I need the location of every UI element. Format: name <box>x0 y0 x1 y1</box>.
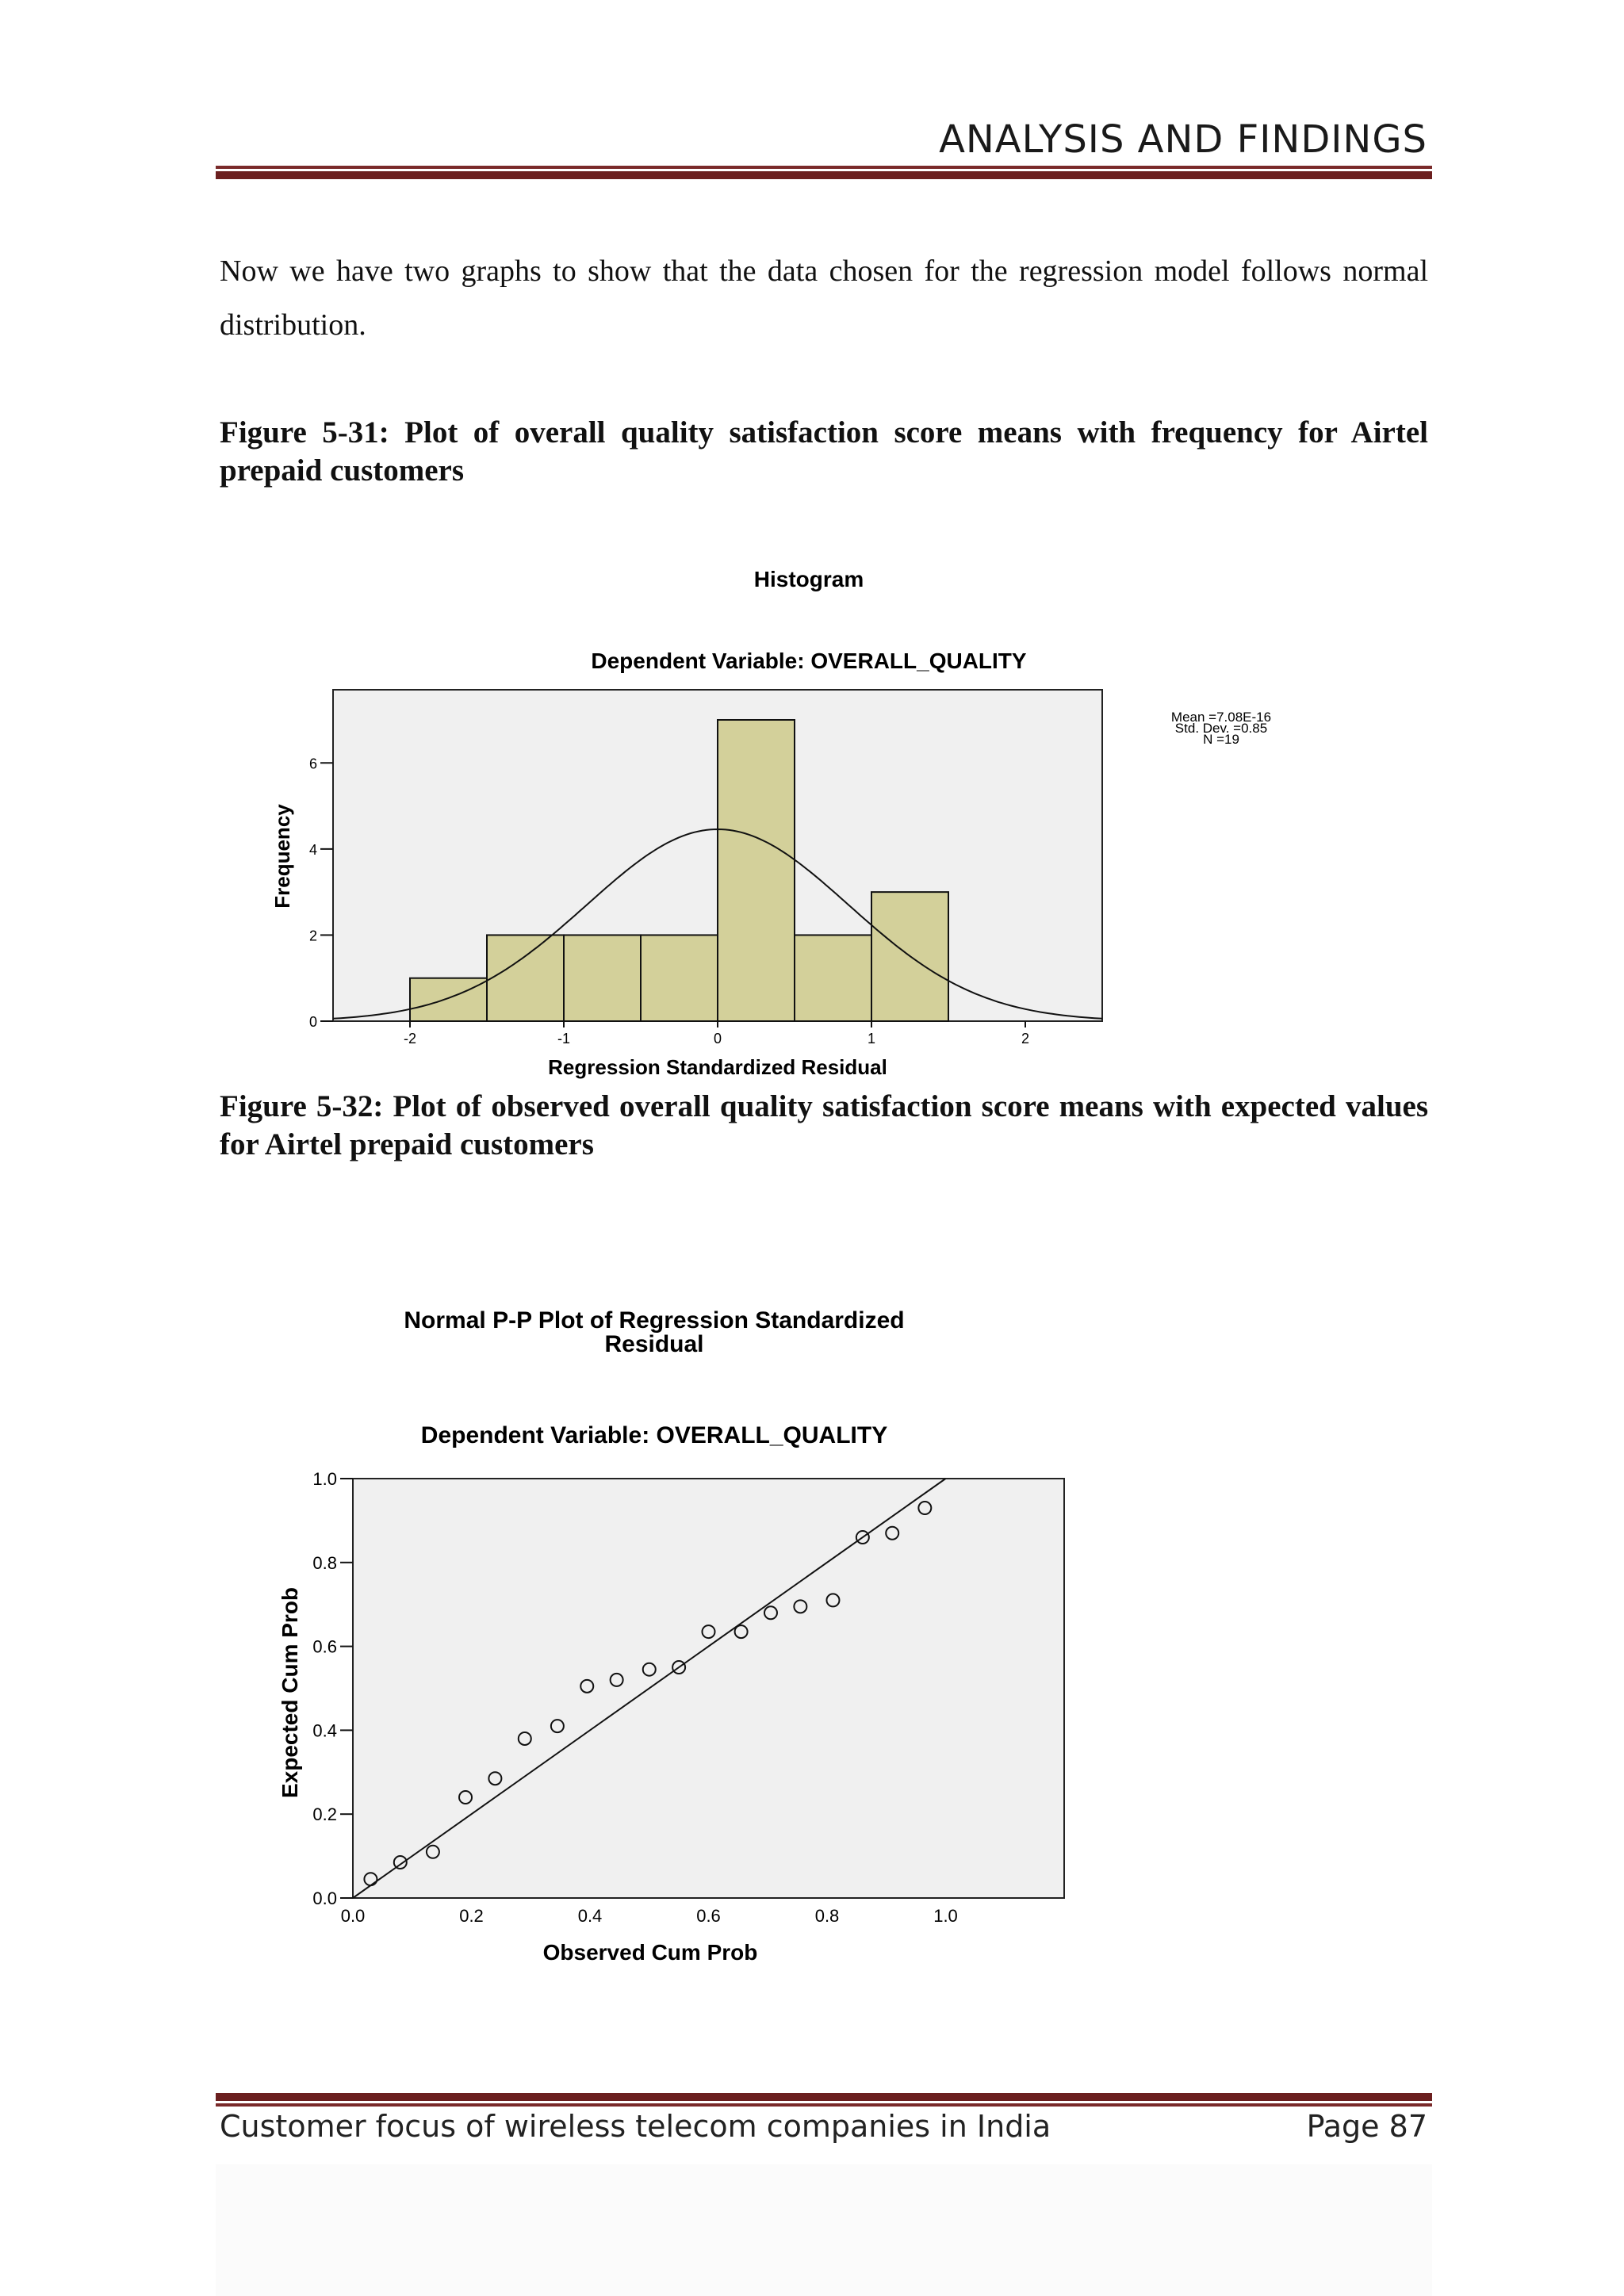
histogram-title: Histogram <box>753 567 864 591</box>
histogram-x-tick-label: -2 <box>403 1031 417 1047</box>
pp-plot-x-tick-label: 0.0 <box>340 1906 366 1926</box>
histogram-x-tick-label: 0 <box>713 1031 722 1047</box>
pp-plot-y-tick-label: 0.2 <box>312 1804 337 1825</box>
histogram-bar-2 <box>564 935 641 1021</box>
histogram-stat-1: Std. Dev. =0.85 <box>1174 721 1268 736</box>
pp-plot-x-tick-label: 0.2 <box>459 1906 484 1926</box>
footer-document-title: Customer focus of wireless telecom companies in India <box>220 2109 1051 2144</box>
histogram-y-axis-label: Frequency <box>270 804 294 909</box>
pp-plot-y-tick-label: 0.6 <box>312 1636 337 1657</box>
pp-plot-subtitle: Dependent Variable: OVERALL_QUALITY <box>420 1422 888 1448</box>
histogram-subtitle: Dependent Variable: OVERALL_QUALITY <box>591 649 1027 673</box>
pp-plot-x-tick-label: 0.8 <box>814 1906 840 1926</box>
pp-plot-title <box>404 1307 904 1357</box>
histogram-y-tick-label: 6 <box>308 756 317 772</box>
footer-page-number: Page 87 <box>1306 2109 1427 2144</box>
pp-plot-area <box>353 1479 1064 1898</box>
pp-plot-x-tick-label: 0.6 <box>696 1906 721 1926</box>
figure-5-32-caption: Figure 5-32: Plot of observed overall quality satisfaction score means with expected values for Airtel prepaid customers <box>220 1089 1428 1161</box>
histogram-x-tick-label: 2 <box>1021 1031 1030 1047</box>
pp-plot-y-tick-label: 0.8 <box>312 1552 337 1573</box>
histogram-bar-1 <box>487 935 564 1021</box>
pp-plot-x-axis-label: Observed Cum Prob <box>542 1940 758 1965</box>
pp-plot-y-axis-label: Expected Cum Prob <box>278 1586 302 1799</box>
histogram-stat-0: Mean =7.08E-16 <box>1170 710 1272 725</box>
footer-rule-thick <box>216 2093 1432 2101</box>
histogram-bar-0 <box>410 978 487 1021</box>
footer-background-panel <box>216 2164 1432 2296</box>
histogram-x-tick-label: 1 <box>867 1031 876 1047</box>
histogram-y-tick-label: 2 <box>308 928 317 944</box>
intro-paragraph: Now we have two graphs to show that the data chosen for the regression model follows normal distribution. <box>220 254 1428 342</box>
pp-plot-chart <box>254 1300 1126 1974</box>
pp-plot-y-tick-label: 0.4 <box>312 1720 337 1741</box>
pp-plot-y-tick-label: 0.0 <box>312 1888 337 1908</box>
histogram-bar-5 <box>795 935 871 1021</box>
histogram-stat-2: N =19 <box>1203 732 1239 747</box>
pp-plot-title-line-1: Normal P-P Plot of Regression Standardized <box>404 1307 905 1334</box>
histogram-y-tick-label: 4 <box>308 841 317 858</box>
pp-plot-y-tick-label: 1.0 <box>312 1469 337 1489</box>
histogram-y-tick-label: 0 <box>308 1014 317 1030</box>
pp-plot-x-tick-label: 1.0 <box>933 1906 958 1926</box>
pp-plot-x-tick-label: 0.4 <box>577 1906 603 1926</box>
pp-plot-title-line-2: Residual <box>604 1331 704 1357</box>
histogram-x-axis-label: Regression Standardized Residual <box>548 1055 887 1079</box>
histogram-bar-3 <box>641 935 718 1021</box>
header-rule-thin <box>216 166 1432 169</box>
histogram-chart <box>254 555 1364 1094</box>
header-rule-thick <box>216 171 1432 179</box>
figure-5-31-caption: Figure 5-31: Plot of overall quality satisfaction score means with frequency for Airtel prepaid customers <box>220 415 1428 488</box>
histogram-x-tick-label: -1 <box>557 1031 571 1047</box>
page-header-title: ANALYSIS AND FINDINGS <box>939 117 1427 162</box>
footer-rule-thin <box>216 2103 1432 2107</box>
histogram-bar-4 <box>718 720 795 1021</box>
